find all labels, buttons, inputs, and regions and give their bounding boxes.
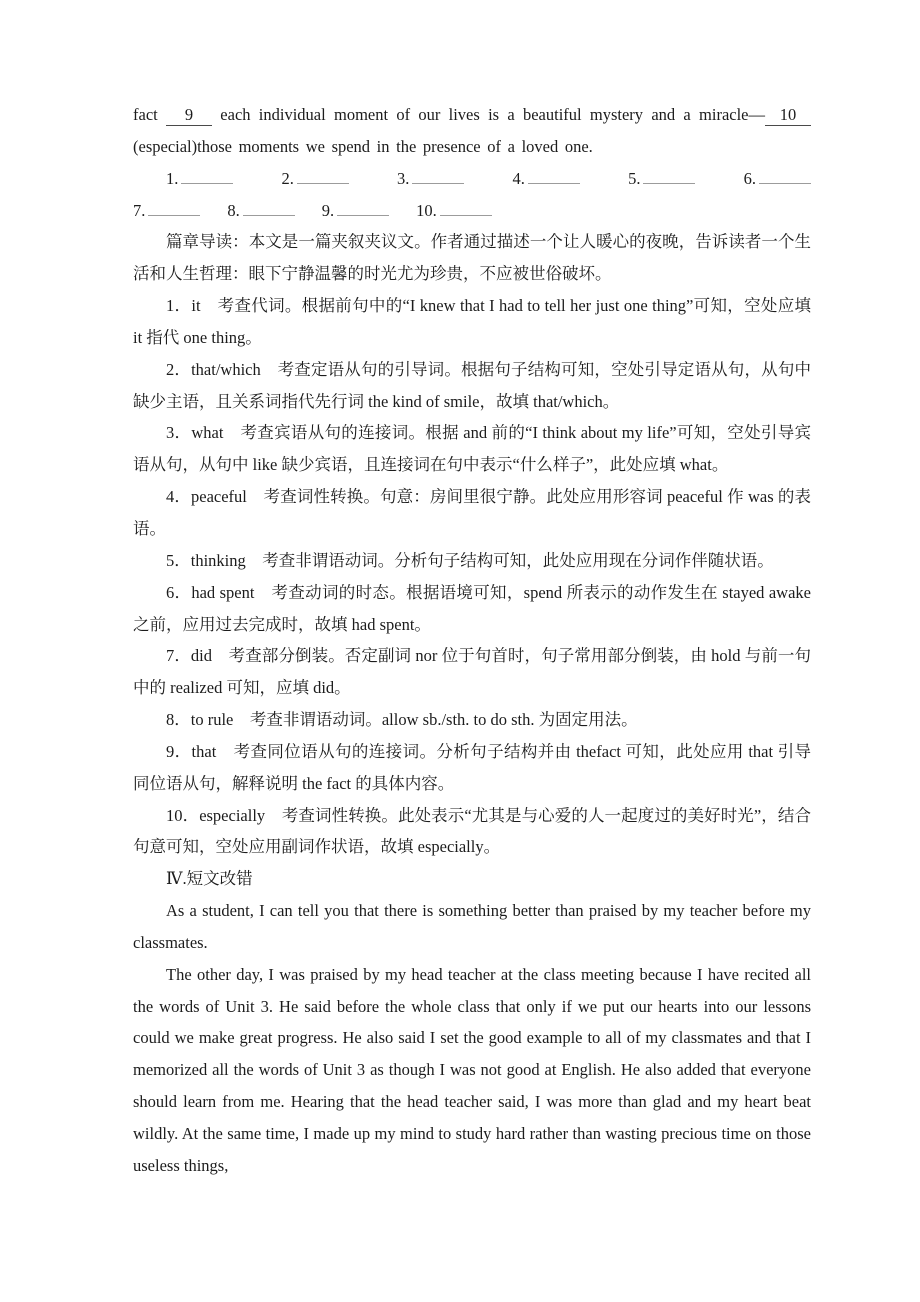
reading-guide-paragraph: 篇章导读：本文是一篇夹叙夹议文。作者通过描述一个让人暖心的夜晚，告诉读者一个生活和人生哲理：眼下宁静温馨的时光尤为珍贵，不应被世俗破坏。 (133, 232, 811, 284)
explanation-item-3: 3．what 考查宾语从句的连接词。根据 and 前的“I think about my life”可知，空处引导宾语从句，从句中 like 缺少宾语，且连接词在句中表示“什么样子”，此处应填 what。 (133, 423, 811, 475)
answer-number-9: 9. (321, 200, 335, 220)
answer-blanks-row-2 (133, 195, 811, 227)
answer-blank-10 (440, 199, 492, 216)
cloze-blank-10-answer: 10 (779, 105, 797, 124)
cloze-blank-9 (166, 105, 212, 126)
answer-blank-5 (643, 167, 695, 184)
answer-number-6: 6. (743, 168, 756, 188)
explanation-item-7: 7．did 考查部分倒装。否定副词 nor 位于句首时，句子常用部分倒装，由 hold 与前一句中的 realized 可知，应填 did。 (133, 646, 811, 698)
answer-blank-2 (297, 167, 349, 184)
answer-blank-7 (148, 199, 200, 216)
answer-blank-1 (181, 167, 233, 184)
explanation-item-8: 8．to rule 考查非谓语动词。allow sb./sth. to do sth. 为固定用法。 (166, 710, 638, 730)
answer-blanks-row-1 (133, 163, 811, 195)
cloze-text-pre: fact (133, 105, 158, 124)
answer-item-4 (513, 163, 580, 195)
cloze-text-mid: each individual moment of our lives is a beautiful mystery and a miracle— (220, 105, 766, 124)
answer-number-4: 4. (512, 168, 525, 188)
answer-item-5 (628, 163, 695, 195)
answer-blank-9 (337, 199, 389, 216)
answer-number-10: 10. (416, 200, 437, 220)
correction-paragraph-1: As a student, I can tell you that there is something better than praised by my teacher before my classmates. (133, 901, 811, 952)
explanation-item-5: 5．thinking 考查非谓语动词。分析句子结构可知，此处应用现在分词作伴随状语。 (166, 550, 774, 570)
correction-paragraph-2: The other day, I was praised by my head teacher at the class meeting because I have recited all the words of Unit 3. He said before the whole class that only if we put our hearts into our lessons could we make great progress. He also said I set the good example to all of my classmates and that I memorized all the words of Unit 3 as though I was not good at English. He also added that everyone should learn from me. Hearing that the head teacher said, I was more than glad and my heart beat wildly. At the same time, I made up my mind to study hard rather than wasting precious time on those useless things, (133, 964, 811, 1175)
explanation-item-1: 1．it 考查代词。根据前句中的“I knew that I had to tell her just one thing”可知，空处应填 it 指代 one thing。 (133, 296, 811, 347)
answer-item-6 (744, 163, 811, 195)
document-body (133, 99, 811, 1182)
explanation-item-9: 9．that 考查同位语从句的连接词。分析句子结构并由 thefact 可知，此处应用 that 引导同位语从句，解释说明 the fact 的具体内容。 (133, 741, 811, 793)
explanation-item-4: 4．peaceful 考查词性转换。句意：房间里很宁静。此处应用形容词 peaceful 作 was 的表语。 (133, 487, 811, 538)
answer-blank-6 (759, 167, 811, 184)
answer-number-8: 8. (227, 200, 240, 220)
answer-item-8 (227, 195, 294, 227)
answer-item-7 (133, 195, 200, 227)
cloze-text-post: (especial)those moments we spend in the presence of a loved one. (133, 136, 593, 156)
answer-number-1: 1. (166, 168, 179, 188)
answer-item-9 (322, 195, 389, 227)
answer-blank-8 (243, 199, 295, 216)
explanation-item-10: 10．especially 考查词性转换。此处表示“尤其是与心爱的人一起度过的美好时光”，结合句意可知，空处应用副词作状语，故填 especially。 (133, 805, 811, 857)
cloze-blank-10 (765, 105, 811, 126)
answer-item-3 (397, 163, 464, 195)
answer-number-5: 5. (628, 168, 641, 188)
explanation-item-2: 2．that/which 考查定语从句的引导词。根据句子结构可知，空处引导定语从句，从句中缺少主语，且关系词指代先行词 the kind of smile，故填 that/which。 (133, 359, 811, 411)
section-heading: Ⅳ.短文改错 (166, 869, 253, 889)
answer-number-7: 7. (133, 200, 146, 220)
answer-number-2: 2. (281, 168, 294, 188)
answer-blank-4 (528, 167, 580, 184)
cloze-paragraph (133, 99, 811, 163)
answer-item-10 (416, 195, 492, 227)
cloze-blank-9-answer: 9 (184, 105, 194, 124)
answer-item-2 (282, 163, 349, 195)
answer-blank-3 (412, 167, 464, 184)
answer-item-1 (166, 163, 233, 195)
explanation-item-6: 6．had spent 考查动词的时态。根据语境可知，spend 所表示的动作发生在 stayed awake 之前，应用过去完成时，故填 had spent。 (133, 582, 811, 634)
answer-number-3: 3. (397, 168, 410, 188)
